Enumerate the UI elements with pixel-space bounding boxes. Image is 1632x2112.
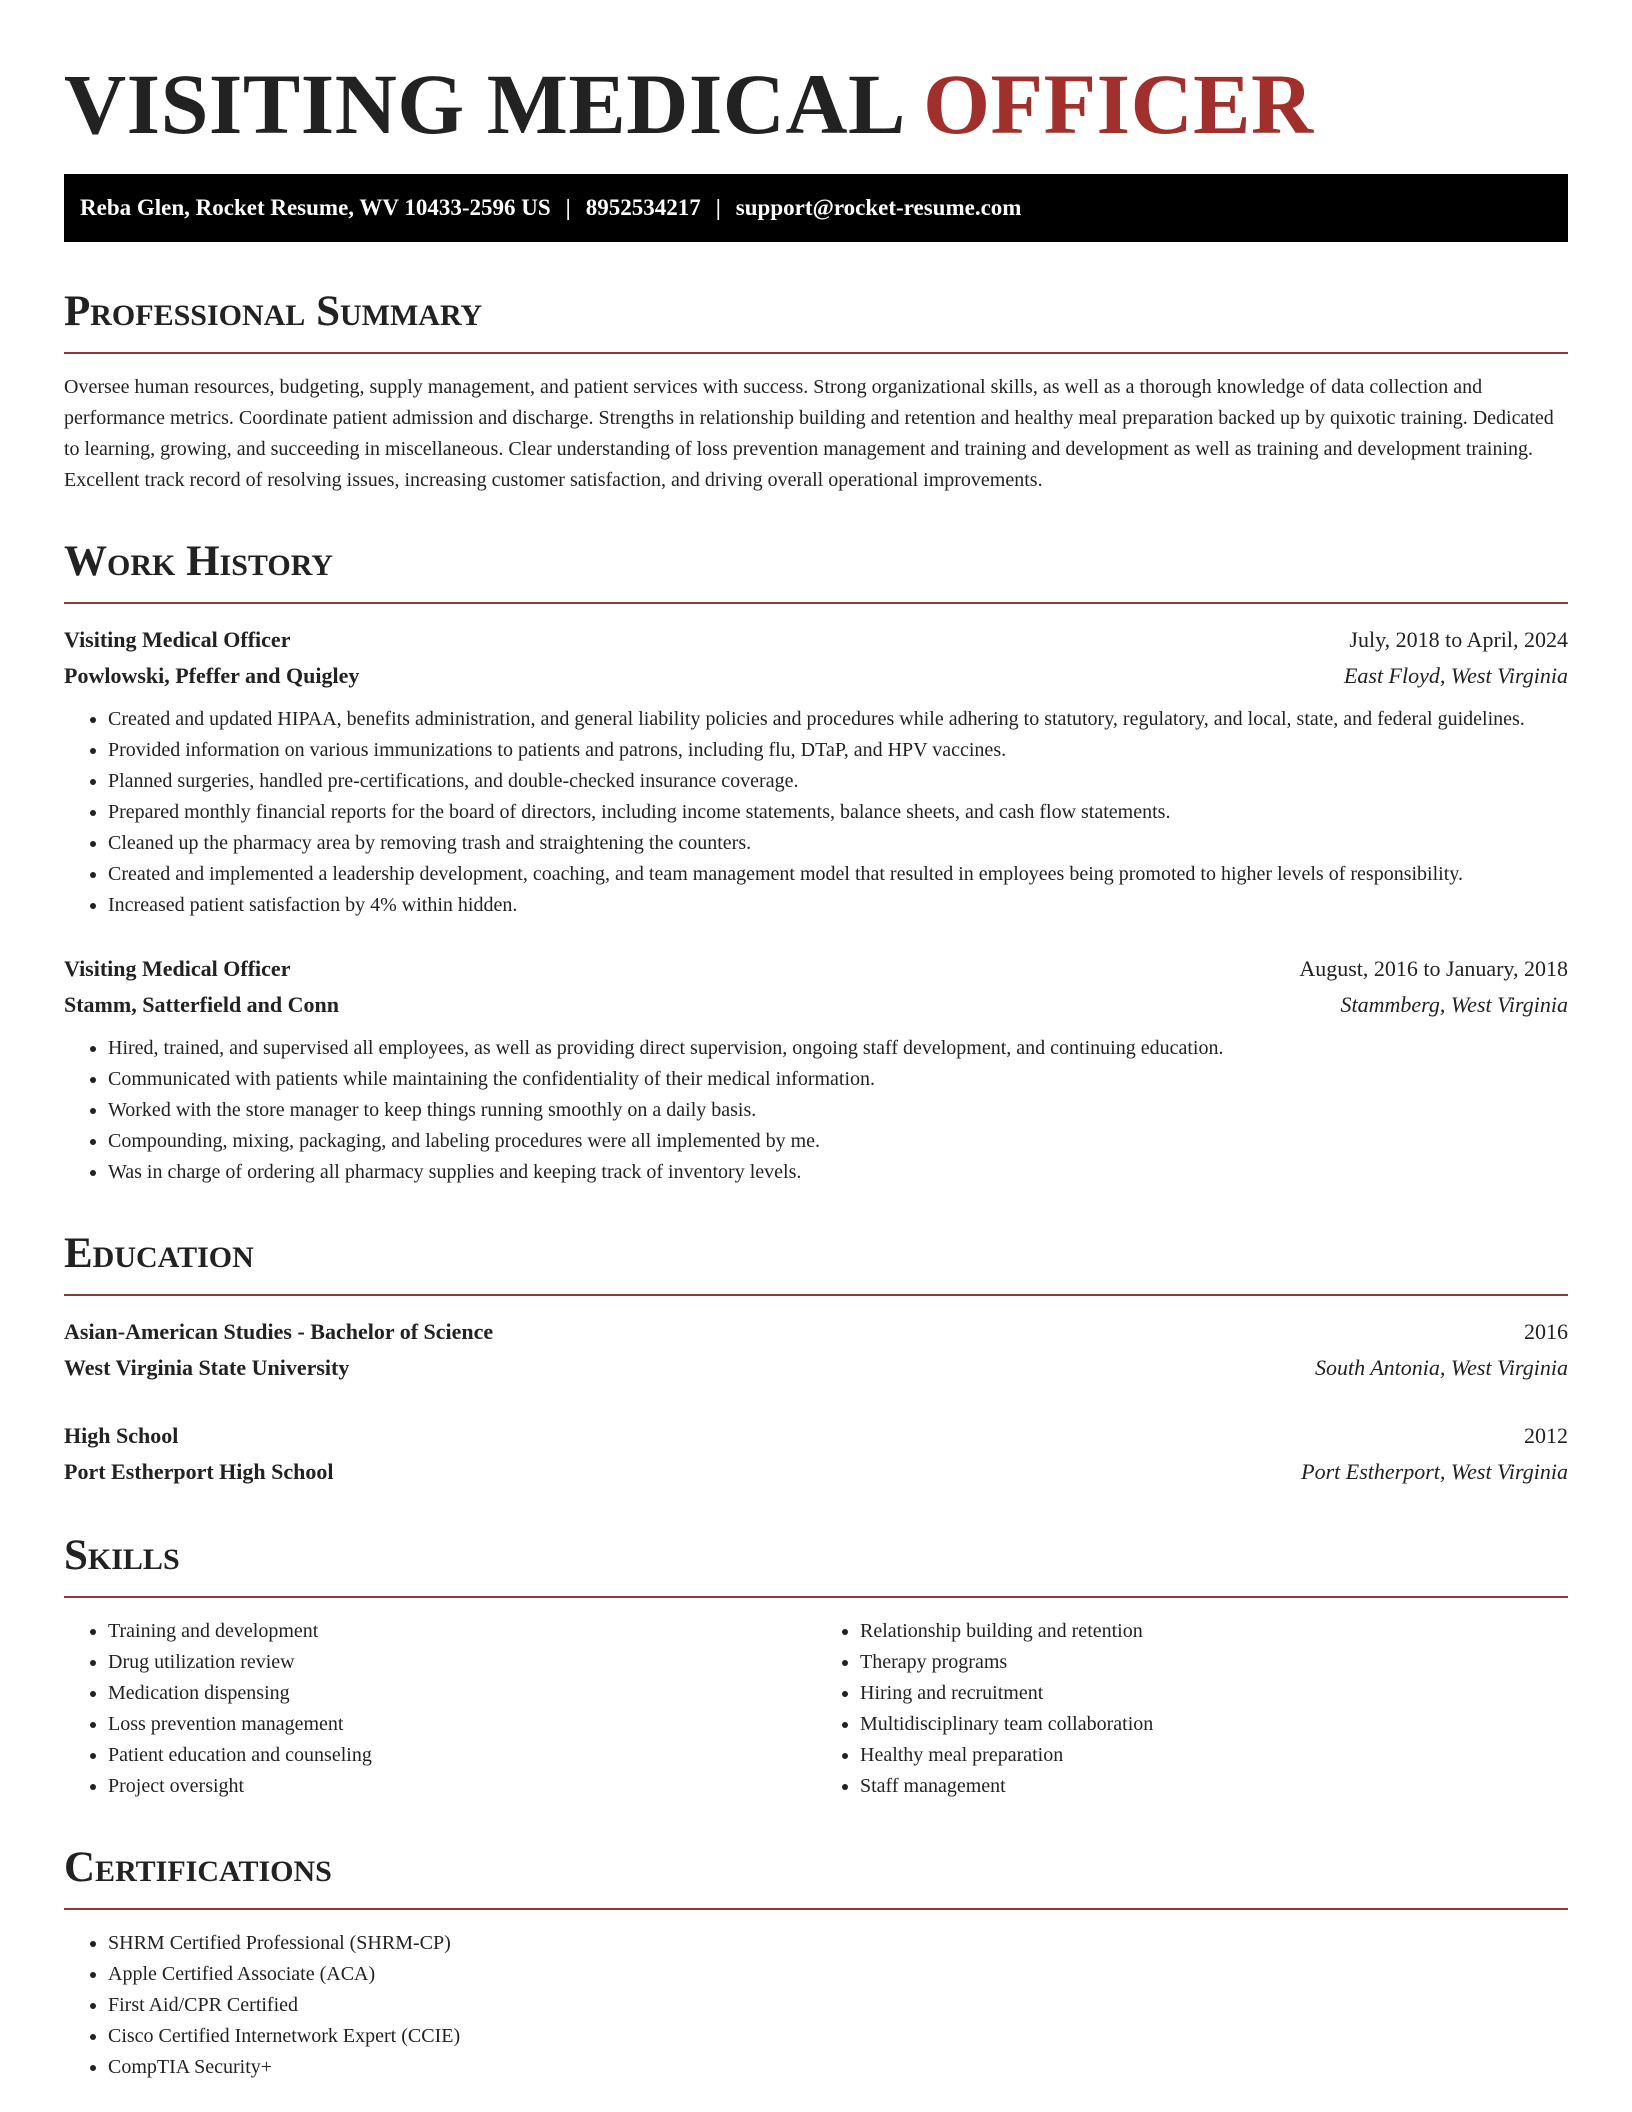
job-dates: August, 2016 to January, 2018 [1299, 956, 1568, 981]
certification-item: • Apple Certified Associate (ACA) [108, 1959, 1568, 1990]
resume-title [64, 56, 1568, 152]
contact-phone: 8952534217 [585, 195, 701, 220]
section-divider [64, 352, 1568, 354]
education-year: 2012 [1524, 1423, 1568, 1448]
job-entry [64, 951, 1568, 1188]
job-company: Powlowski, Pfeffer and Quigley [64, 663, 360, 688]
work-history-heading: Work History [64, 538, 333, 585]
education-entry [64, 1418, 1568, 1490]
section-divider [64, 1294, 1568, 1296]
skills-section [64, 1530, 1568, 1802]
skill-item: • Multidisciplinary team collaboration [860, 1709, 1568, 1740]
job-dates: July, 2018 to April, 2024 [1349, 627, 1568, 652]
job-bullet: • Worked with the store manager to keep things running smoothly on a daily basis. [108, 1095, 1568, 1126]
work-history-section [64, 536, 1568, 1188]
skill-item: • Medication dispensing [108, 1678, 816, 1709]
certifications-list [64, 1928, 1568, 2083]
skill-item: • Relationship building and retention [860, 1616, 1568, 1647]
skills-heading: Skills [64, 1532, 180, 1579]
job-location: Stammberg, West Virginia [1340, 992, 1568, 1017]
contact-address: Reba Glen, Rocket Resume, WV 10433-2596 US [80, 195, 551, 220]
education-entry [64, 1314, 1568, 1386]
contact-separator: | [715, 195, 721, 220]
job-bullet: • Prepared monthly financial reports for the board of directors, including income statements, balance sheets, and cash flow statements. [108, 797, 1568, 828]
section-divider [64, 1908, 1568, 1910]
certification-item: • SHRM Certified Professional (SHRM-CP) [108, 1928, 1568, 1959]
skill-item: • Loss prevention management [108, 1709, 816, 1740]
skill-item: • Patient education and counseling [108, 1740, 816, 1771]
job-title: Visiting Medical Officer [64, 956, 291, 981]
certifications-heading: Certifications [64, 1844, 332, 1891]
summary-heading: Professional Summary [64, 288, 483, 335]
certification-item: • First Aid/CPR Certified [108, 1990, 1568, 2021]
education-year: 2016 [1524, 1319, 1568, 1344]
education-location: South Antonia, West Virginia [1314, 1355, 1568, 1380]
skill-item: • Drug utilization review [108, 1647, 816, 1678]
summary-section [64, 286, 1568, 496]
job-bullet: • Planned surgeries, handled pre-certifications, and double-checked insurance coverage. [108, 766, 1568, 797]
section-divider [64, 1596, 1568, 1598]
contact-bar [64, 174, 1568, 242]
education-school: Port Estherport High School [64, 1459, 334, 1484]
summary-text: Oversee human resources, budgeting, supply management, and patient services with success. Strong organizational skills, as well as a thorough knowledge of data collection and performance metrics. Coordinate patient admission and discharge. Strengths in relationship building and retention and healthy meal preparation backed up by quixotic training. Dedicated to learning, growing, and succeeding in miscellaneous. Clear understanding of loss prevention management and training and development as well as training and development training. Excellent track record of resolving issues, increasing customer satisfaction, and driving overall operational improvements. [64, 376, 1554, 491]
job-bullet: • Was in charge of ordering all pharmacy supplies and keeping track of inventory levels. [108, 1157, 1568, 1188]
job-bullet: • Communicated with patients while maintaining the confidentiality of their medical information. [108, 1064, 1568, 1095]
job-bullet: • Provided information on various immunizations to patients and patrons, including flu, DTaP, and HPV vaccines. [108, 735, 1568, 766]
education-degree: High School [64, 1423, 179, 1448]
contact-separator: | [565, 195, 571, 220]
skill-item: • Training and development [108, 1616, 816, 1647]
job-bullet: • Hired, trained, and supervised all employees, as well as providing direct supervision, ongoing staff development, and continuing education. [108, 1033, 1568, 1064]
education-section [64, 1228, 1568, 1490]
skill-item: • Therapy programs [860, 1647, 1568, 1678]
job-bullet: • Compounding, mixing, packaging, and labeling procedures were all implemented by me. [108, 1126, 1568, 1157]
skills-list-right [816, 1616, 1568, 1802]
skills-list-left [64, 1616, 816, 1802]
title-main: VISITING MEDICAL [64, 56, 902, 152]
job-bullets [64, 1033, 1568, 1188]
skills-columns [64, 1616, 1568, 1802]
certifications-section [64, 1842, 1568, 2083]
skill-item: • Healthy meal preparation [860, 1740, 1568, 1771]
job-company: Stamm, Satterfield and Conn [64, 992, 340, 1017]
certification-item: • Cisco Certified Internetwork Expert (CCIE) [108, 2021, 1568, 2052]
education-degree: Asian-American Studies - Bachelor of Science [64, 1319, 494, 1344]
skill-item: • Project oversight [108, 1771, 816, 1802]
education-location: Port Estherport, West Virginia [1301, 1459, 1568, 1484]
job-bullet: • Created and updated HIPAA, benefits administration, and general liability policies and procedures while adhering to statutory, regulatory, and local, state, and federal guidelines. [108, 704, 1568, 735]
job-bullet: • Created and implemented a leadership development, coaching, and team management model that resulted in employees being promoted to higher levels of responsibility. [108, 859, 1568, 890]
job-bullets [64, 704, 1568, 921]
section-divider [64, 602, 1568, 604]
certification-item: • CompTIA Security+ [108, 2052, 1568, 2083]
skill-item: • Hiring and recruitment [860, 1678, 1568, 1709]
job-title: Visiting Medical Officer [64, 627, 291, 652]
education-school: West Virginia State University [64, 1355, 350, 1380]
education-heading: Education [64, 1230, 254, 1277]
skill-item: • Staff management [860, 1771, 1568, 1802]
job-bullet: • Cleaned up the pharmacy area by removing trash and straightening the counters. [108, 828, 1568, 859]
title-accent: OFFICER [923, 56, 1314, 152]
job-bullet: • Increased patient satisfaction by 4% within hidden. [108, 890, 1568, 921]
job-location: East Floyd, West Virginia [1343, 663, 1568, 688]
job-entry [64, 622, 1568, 921]
contact-email: support@rocket-resume.com [735, 195, 1022, 220]
